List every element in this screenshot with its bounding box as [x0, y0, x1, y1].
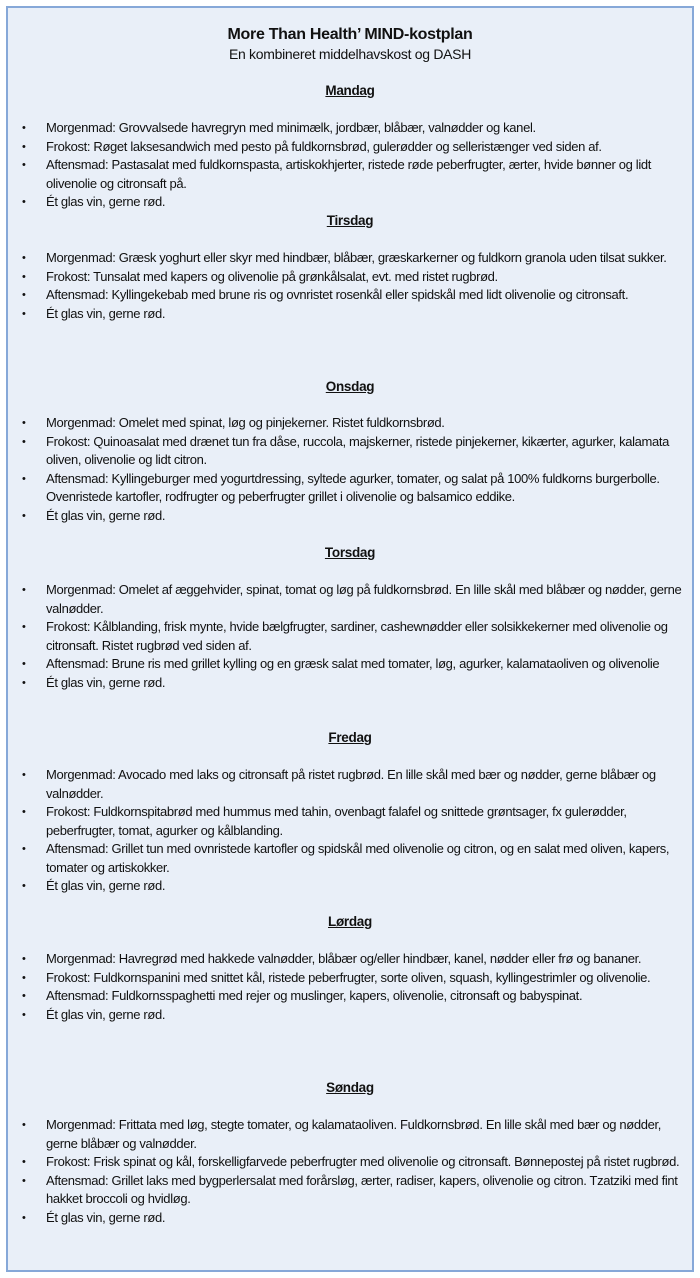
- bullet-icon: •: [22, 806, 26, 818]
- list-item: • Frokost: Fuldkornspanini med snittet kål, ristede peberfrugter, sorte oliven, squash, kyllingestrimler og olivenolie.: [38, 969, 688, 988]
- list-item: • Morgenmad: Grovvalsede havregryn med minimælk, jordbær, blåbær, valnødder og kanel.: [38, 119, 688, 138]
- meal-list-tirsdag: [22, 249, 688, 323]
- bullet-icon: •: [22, 159, 26, 171]
- bullet-icon: •: [22, 509, 26, 522]
- bullet-icon: •: [22, 252, 26, 264]
- bullet-icon: •: [22, 880, 26, 892]
- bullet-icon: •: [22, 270, 26, 283]
- bullet-icon: •: [22, 472, 26, 485]
- list-item: • Ét glas vin, gerne rød.: [38, 877, 688, 896]
- bullet-icon: •: [22, 289, 26, 301]
- list-item: • Aftensmad: Brune ris med grillet kylling og en græsk salat med tomater, løg, agurker, kalamataoliven og olivenolie: [38, 655, 688, 674]
- list-item: • Frokost: Tunsalat med kapers og olivenolie på grønkålsalat, evt. med ristet rugbrød.: [38, 268, 688, 287]
- bullet-icon: •: [22, 1174, 26, 1187]
- bullet-icon: •: [22, 953, 26, 965]
- bullet-icon: •: [22, 990, 26, 1002]
- list-item: • Aftensmad: Fuldkornsspaghetti med rejer og muslinger, kapers, olivenolie, citronsaft og babyspinat.: [38, 987, 688, 1006]
- meal-list-sondag: [22, 1116, 688, 1227]
- list-item: • Frokost: Kålblanding, frisk mynte, hvide bælgfrugter, sardiner, cashewnødder eller solsikkekerner med olivenolie og citronsaft. Ristet rugbrød ved siden af.: [22, 619, 668, 653]
- list-item: • Ét glas vin, gerne rød.: [38, 193, 688, 212]
- list-item: • Ét glas vin, gerne rød.: [38, 674, 688, 693]
- list-item: • Morgenmad: Frittata med løg, stegte tomater, og kalamataoliven. Fuldkornsbrød. En lille skål med bær og nødder, gerne blåbær og valnødder.: [22, 1117, 662, 1151]
- list-item: • Morgenmad: Havregrød med hakkede valnødder, blåbær og/eller hindbær, kanel, nødder eller frø og bananer.: [38, 950, 688, 969]
- bullet-icon: •: [22, 307, 26, 320]
- list-item: • Ét glas vin, gerne rød.: [38, 507, 688, 526]
- bullet-icon: •: [22, 621, 26, 633]
- meal-list-fredag: [22, 766, 688, 896]
- list-item: • Aftensmad: Grillet tun med ovnristede kartofler og spidskål med olivenolie og citron, og en salat med oliven, kapers, tomater og artiskokker.: [22, 841, 670, 875]
- bullet-icon: •: [22, 584, 26, 596]
- bullet-icon: •: [22, 196, 26, 208]
- bullet-icon: •: [22, 1156, 26, 1168]
- meal-list-torsdag: [22, 581, 688, 692]
- list-item: • Frokost: Fuldkornspitabrød med hummus med tahin, ovenbagt falafel og snittede grøntsager, fx gulerødder, peberfrugter, tomat, agurker og kålblanding.: [22, 804, 627, 838]
- day-heading-mandag: Mandag: [325, 83, 375, 98]
- day-heading-fredag: Fredag: [328, 730, 372, 745]
- list-item: • Frokost: Røget laksesandwich med pesto på fuldkornsbrød, gulerødder og selleristænger ved siden af.: [38, 138, 688, 157]
- day-heading-sondag: Søndag: [326, 1080, 374, 1095]
- bullet-icon: •: [22, 417, 26, 429]
- meal-list-onsdag: [22, 414, 688, 525]
- bullet-icon: •: [22, 435, 26, 448]
- list-item: • Morgenmad: Omelet med spinat, løg og pinjekerner. Ristet fuldkornsbrød.: [38, 414, 688, 433]
- bullet-icon: •: [22, 1119, 26, 1131]
- bullet-icon: •: [22, 1008, 26, 1021]
- document-title: More Than Health’ MIND-kostplan: [227, 26, 473, 43]
- list-item: • Aftensmad: Kyllingeburger med yogurtdressing, syltede agurker, tomater, og salat på 100% fuldkorns burgerbolle. Ovenristede kartofler, rodfrugter og peberfrugter grillet i olivenolie og balsamico eddike.: [22, 470, 660, 504]
- list-item: • Morgenmad: Græsk yoghurt eller skyr med hindbær, blåbær, græskarkerner og fuldkorn granola uden tilsat sukker.: [38, 249, 688, 268]
- list-item: • Aftensmad: Pastasalat med fuldkornspasta, artiskokhjerter, ristede røde peberfrugter, ærter, hvide bønner og lidt olivenolie og citronsaft på.: [22, 157, 651, 191]
- list-item: • Ét glas vin, gerne rød.: [38, 305, 688, 324]
- list-item: • Frokost: Quinoasalat med drænet tun fra dåse, ruccola, majskerner, ristede pinjekerner, kikærter, agurker, kalamata oliven, olivenolie og lidt citron.: [22, 433, 670, 467]
- bullet-icon: •: [22, 122, 26, 134]
- meal-list-lordag: [22, 950, 688, 1024]
- list-item: • Morgenmad: Avocado med laks og citronsaft på ristet rugbrød. En lille skål med bær og nødder, gerne blåbær og valnødder.: [22, 767, 656, 801]
- bullet-icon: •: [22, 769, 26, 781]
- list-item: • Ét glas vin, gerne rød.: [38, 1209, 688, 1228]
- document-subtitle: En kombineret middelhavskost og DASH: [228, 46, 472, 62]
- meal-plan-box: [6, 6, 694, 1272]
- bullet-icon: •: [22, 971, 26, 984]
- day-heading-lordag: Lørdag: [328, 914, 372, 929]
- bullet-icon: •: [22, 140, 26, 153]
- list-item: • Morgenmad: Omelet af æggehvider, spinat, tomat og løg på fuldkornsbrød. En lille skål med blåbær og nødder, gerne valnødder.: [22, 582, 682, 616]
- day-heading-tirsdag: Tirsdag: [326, 213, 374, 228]
- list-item: • Frokost: Frisk spinat og kål, forskelligfarvede peberfrugter med olivenolie og citronsaft. Bønnepostej på ristet rugbrød.: [38, 1153, 688, 1172]
- meal-list-mandag: [22, 119, 688, 212]
- day-heading-torsdag: Torsdag: [324, 545, 376, 560]
- bullet-icon: •: [22, 676, 26, 689]
- list-item: • Ét glas vin, gerne rød.: [38, 1006, 688, 1025]
- list-item: • Aftensmad: Grillet laks med bygperlersalat med forårsløg, ærter, radiser, kapers, olivenolie og citron. Tzatziki med fint hakket broccoli og hvidløg.: [22, 1172, 678, 1206]
- bullet-icon: •: [22, 1211, 26, 1224]
- day-heading-onsdag: Onsdag: [325, 379, 375, 394]
- bullet-icon: •: [22, 843, 26, 855]
- bullet-icon: •: [22, 658, 26, 670]
- list-item: • Aftensmad: Kyllingekebab med brune ris og ovnristet rosenkål eller spidskål med lidt olivenolie og citronsaft.: [38, 286, 688, 305]
